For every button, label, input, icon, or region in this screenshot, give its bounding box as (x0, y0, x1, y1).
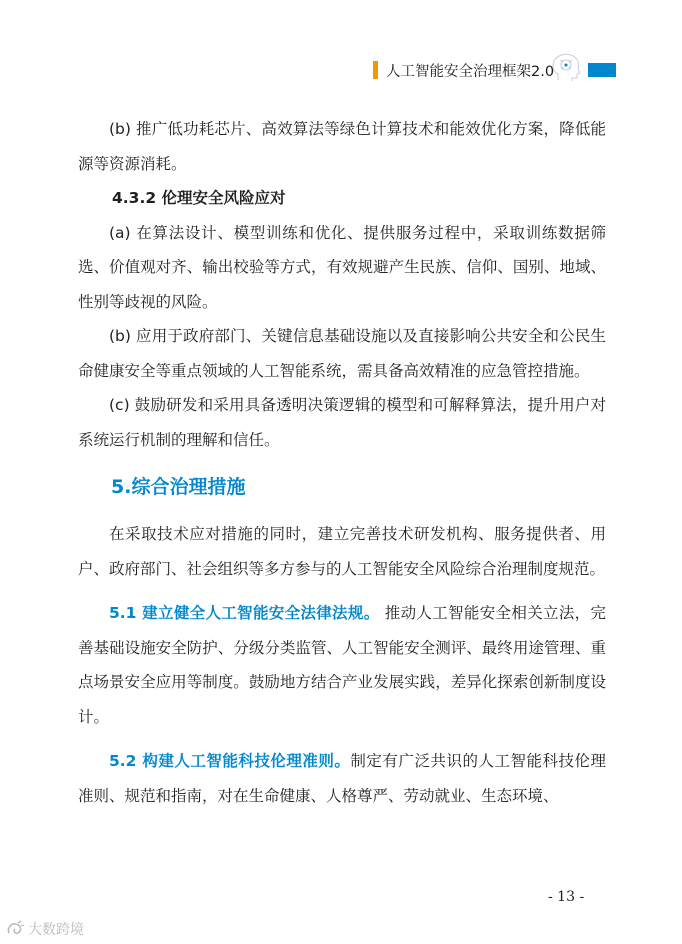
subsection-title-5-2: 5.2 构建人工智能科技伦理准则。 (109, 752, 351, 770)
ai-head-icon (548, 50, 584, 86)
page-number: - 13 - (548, 889, 585, 905)
paragraph-c-explainable: (c) 鼓励研发和采用具备透明决策逻辑的模型和可解释算法，提升用户对系统运行机制的理解和信任。 (78, 396, 606, 449)
document-body (78, 112, 606, 813)
header-accent-bar (373, 61, 378, 79)
header-brand-block (588, 63, 616, 77)
section-heading-5: 5.综合治理措施 (111, 476, 246, 498)
paragraph-b-key-fields: (b) 应用于政府部门、关键信息基础设施以及直接影响公共安全和公民生命健康安全等重点领域的人工智能系统，需具备高效精准的应急管控措施。 (78, 327, 606, 380)
paragraph-a-algorithm-design: (a) 在算法设计、模型训练和优化、提供服务过程中，采取训练数据筛选、价值观对齐、输出校验等方式，有效规避产生民族、信仰、国别、地域、性别等歧视的风险。 (78, 223, 606, 311)
paragraph-5-2 (78, 744, 606, 813)
paragraph-b-green-computing: (b) 推广低功耗芯片、高效算法等绿色计算技术和能效优化方案，降低能源等资源消耗。 (78, 120, 606, 173)
paragraph-5-1 (78, 596, 606, 734)
paragraph-5-intro: 在采取技术应对措施的同时，建立完善技术研发机构、服务提供者、用户、政府部门、社会组织等多方参与的人工智能安全风险综合治理制度规范。 (78, 525, 606, 578)
watermark-text: 大数跨境 (28, 922, 84, 938)
subsection-body-5-1: 推动人工智能安全相关立法，完善基础设施安全防护、分级分类监管、人工智能安全测评、最终用途管理、重点场景安全应用等制度。鼓励地方结合产业发展实践，差异化探索创新制度设计。 (78, 604, 606, 726)
subsection-title-5-1: 5.1 建立健全人工智能安全法律法规。 (109, 604, 380, 622)
brand-swirl-icon (6, 920, 26, 938)
section-heading-4-3-2: 4.3.2 伦理安全风险应对 (112, 189, 286, 207)
watermark (6, 918, 106, 940)
header-title: 人工智能安全治理框架2.0 (386, 64, 555, 80)
subsection-body-5-2: 制定有广泛共识的人工智能科技伦理准则、规范和指南，对在生命健康、人格尊严、劳动就业、生态环境、 (78, 752, 606, 805)
page-header (0, 0, 682, 100)
